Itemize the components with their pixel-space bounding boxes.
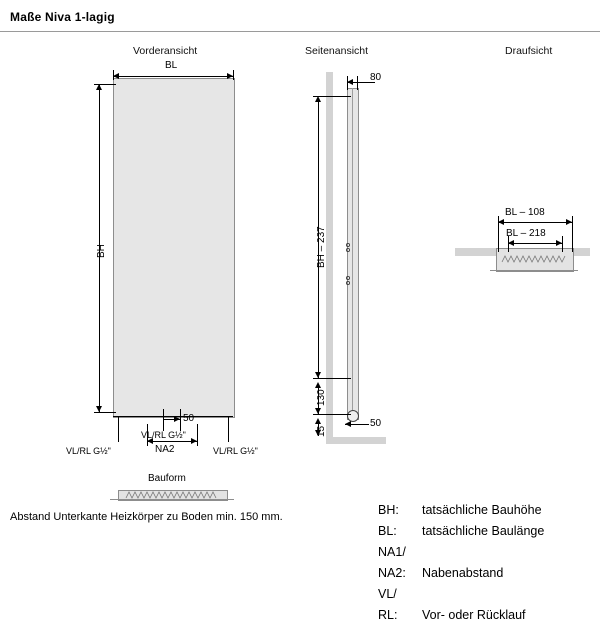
top-baseline — [490, 270, 578, 271]
side-15-arrow-up — [315, 418, 321, 424]
legend-key: NA2: — [378, 566, 406, 580]
front-50-extension-left — [163, 409, 164, 431]
legend-row — [378, 521, 593, 542]
legend-value: tatsächliche Bauhöhe — [422, 503, 542, 517]
legend-key: BH: — [378, 503, 399, 517]
front-panel-bottom-edge — [113, 416, 233, 417]
top-bl108-tick-left — [498, 216, 499, 252]
front-bl-tick-right — [233, 70, 234, 80]
legend-row — [378, 542, 593, 563]
side-bh237-label: BH – 237 — [316, 226, 327, 268]
top-bl108-tick-right — [572, 216, 573, 252]
front-conn-left-label: VL/RL G½" — [66, 446, 111, 456]
front-na2-label: NA2 — [155, 444, 175, 455]
caption-top-view: Draufsicht — [505, 45, 553, 57]
legend-value — [422, 584, 593, 605]
side-radiator-centerline — [352, 88, 353, 418]
legend-key: BL: — [378, 524, 397, 538]
front-bl-label: BL — [165, 60, 178, 71]
front-conn-right-label: VL/RL G½" — [213, 446, 258, 456]
side-wall — [326, 72, 333, 437]
front-conn-center-label: VL/RL G½" — [141, 430, 186, 440]
side-80-tick-right — [357, 76, 358, 90]
legend-value — [422, 542, 593, 563]
caption-front-view: Vorderansicht — [133, 45, 198, 57]
front-view-panel — [113, 78, 235, 418]
legend-value: Vor- oder Rücklauf — [422, 608, 526, 622]
legend-row — [378, 563, 593, 584]
legend-value: Nabenabstand — [422, 566, 504, 580]
top-bl108-label: BL – 108 — [505, 207, 545, 218]
front-50-label: 50 — [183, 413, 195, 424]
side-bh237-tick-top — [313, 96, 351, 97]
bauform-baseline — [110, 499, 234, 500]
legend-row — [378, 584, 593, 605]
side-bh237-tick-bottom — [313, 378, 351, 379]
side-130-tick-bottom — [313, 414, 351, 415]
side-80-tick-left — [347, 76, 348, 90]
top-bl218-dim-line — [508, 243, 562, 244]
front-50-arrow-right — [174, 416, 180, 422]
legend-key: RL: — [378, 608, 398, 622]
front-conn-left-leader — [118, 416, 119, 442]
front-bh-tick-bottom — [94, 412, 116, 413]
top-bl218-tick-right — [562, 236, 563, 252]
side-radiator-body — [347, 88, 359, 420]
side-50-arrow-left — [345, 421, 351, 427]
page-title: Maße Niva 1-lagig — [10, 10, 115, 24]
side-bracket-lower-icon — [344, 274, 358, 286]
top-bl108-dim-line — [498, 222, 572, 223]
side-130-arrow-up — [315, 382, 321, 388]
bauform-caption: Bauform — [148, 473, 186, 484]
side-15-label: 15 — [316, 425, 327, 437]
side-floor — [326, 437, 386, 444]
side-bracket-upper-icon — [344, 241, 358, 253]
front-bl-dim-line — [113, 76, 233, 77]
front-bh-label: BH — [96, 244, 107, 258]
legend-value: tatsächliche Baulänge — [422, 524, 545, 538]
front-na2-dim-line — [147, 441, 197, 442]
front-50-extension-right — [180, 409, 181, 431]
title-divider — [0, 31, 600, 32]
side-50-label: 50 — [370, 418, 382, 429]
side-130-label: 130 — [316, 389, 327, 406]
front-bh-tick-top — [94, 84, 116, 85]
footnote-text: Abstand Unterkante Heizkörper zu Boden min. 150 mm. — [10, 511, 283, 523]
legend-key: NA1/ — [378, 545, 406, 559]
front-bl-tick-left — [113, 70, 114, 80]
legend-row — [378, 605, 593, 626]
caption-side-view: Seitenansicht — [305, 45, 369, 57]
top-bl218-label: BL – 218 — [506, 228, 546, 239]
side-80-label: 80 — [370, 72, 382, 83]
front-na2-tick-right — [197, 424, 198, 446]
front-conn-right-leader — [228, 416, 229, 442]
legend-key: VL/ — [378, 587, 397, 601]
legend — [378, 500, 593, 626]
legend-row — [378, 500, 593, 521]
top-profile-teeth-icon — [500, 254, 568, 263]
bauform-profile-teeth-icon — [118, 490, 226, 499]
